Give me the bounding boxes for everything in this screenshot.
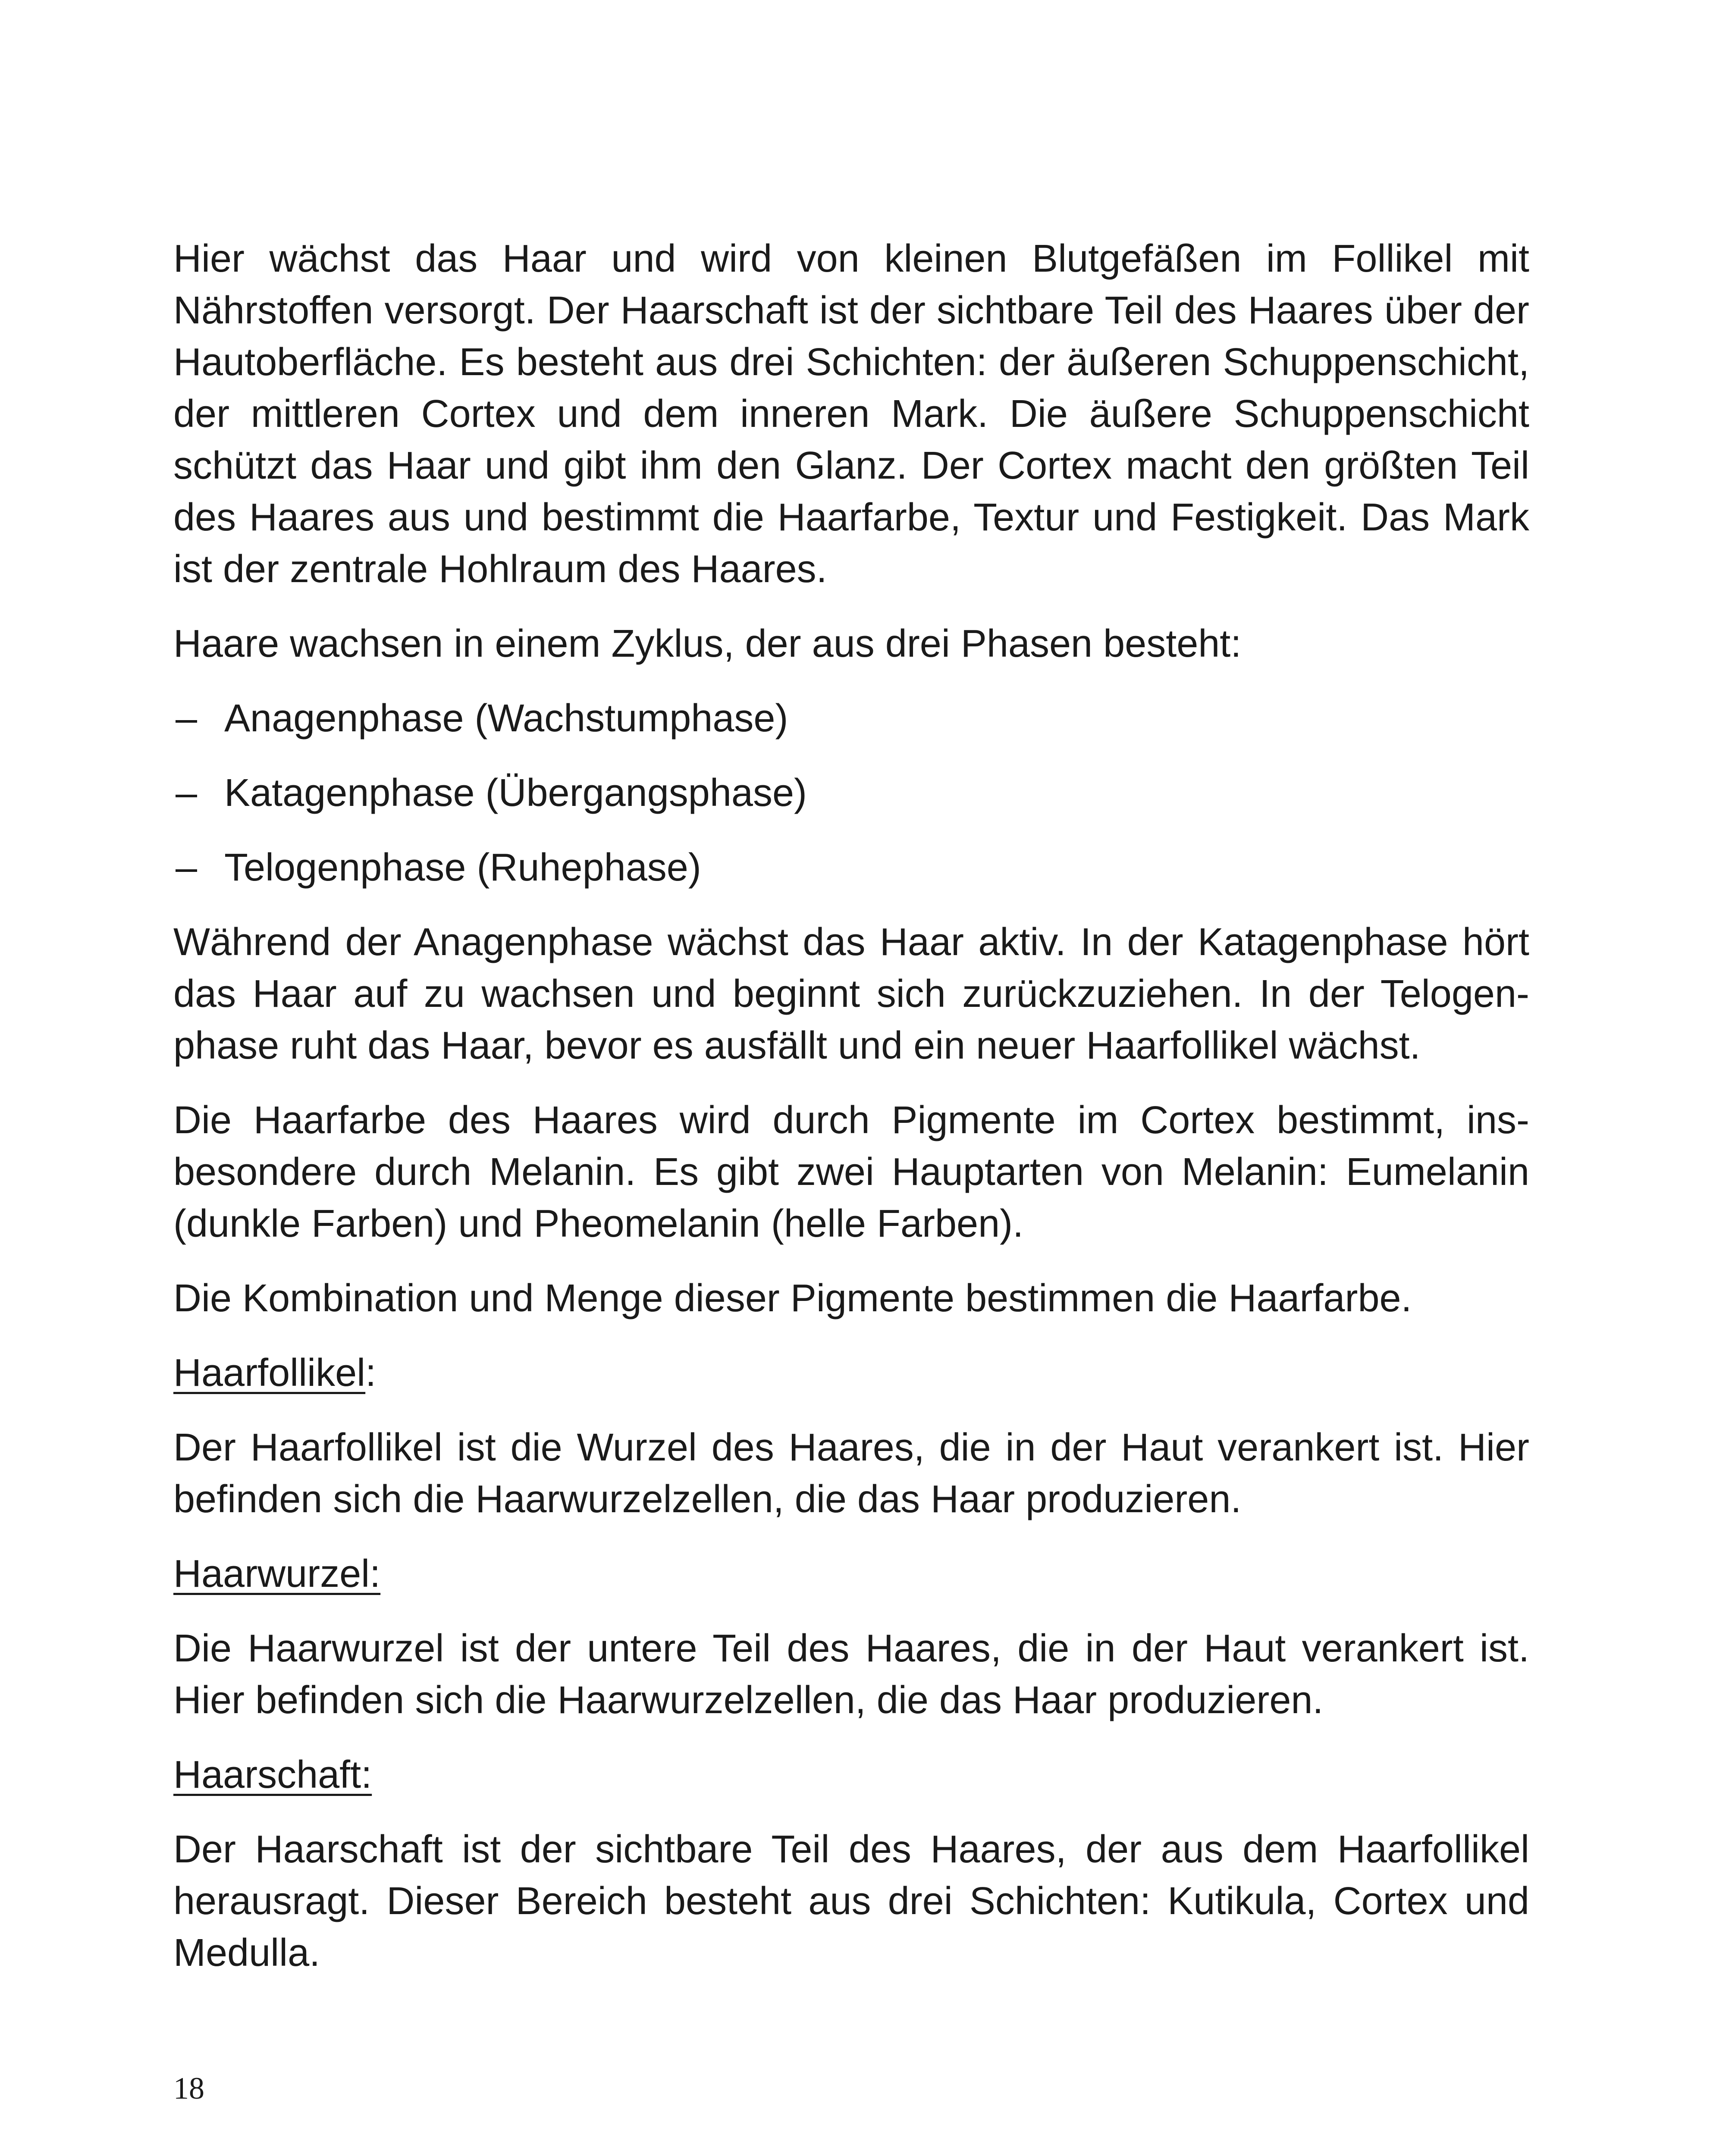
section-heading-haarfollikel xyxy=(173,1347,1529,1399)
section-heading-text: Haarfollikel xyxy=(173,1351,366,1395)
list-item-label: Katagenphase (Übergangsphase) xyxy=(224,771,807,815)
section-heading-haarschaft xyxy=(173,1749,1529,1801)
paragraph-haarwurzel: Die Haarwurzel ist der untere Teil des Haares, die in der Haut verankert ist. Hier befinden sich die Haarwurzelzellen, die das Haar produzieren. xyxy=(173,1627,1529,1722)
section-heading-haarwurzel xyxy=(173,1548,1529,1600)
section-heading-text: Haarwurzel: xyxy=(173,1552,381,1595)
list-item-label: Telogenphase (Ruhephase) xyxy=(224,846,701,889)
list-item-anagen xyxy=(173,693,1529,744)
paragraph-pigment-combination: Die Kombination und Menge dieser Pigmente bestimmen die Haarfarbe. xyxy=(173,1277,1412,1320)
paragraph-phase-description: Während der Anagenphase wächst das Haar aktiv. In der Katagenphase hört das Haar auf zu wachsen und beginnt sich zurückzuziehen. In der Telogenphase ruht das Haar, bevor es ausfällt und ein neuer Haarfollikel wächst. xyxy=(173,921,1529,1067)
section-heading-text: Haarschaft: xyxy=(173,1753,372,1796)
section-heading-colon: : xyxy=(365,1351,377,1395)
growth-phase-list xyxy=(173,693,1529,893)
list-item-telogen xyxy=(173,842,1529,893)
paragraph-haarschaft: Der Haarschaft ist der sichtbare Teil des Haares, der aus dem Haarfollikel herausragt. Dieser Bereich besteht aus drei Schichten: Kutikula, Cortex und Medulla. xyxy=(173,1828,1529,1974)
dash-bullet: – xyxy=(176,771,198,815)
paragraph-hair-color: Die Haarfarbe des Haares wird durch Pigmente im Cortex bestimmt, insbesondere durch Melanin. Es gibt zwei Hauptarten von Melanin: Eumelanin (dunkle Farben) und Pheomelanin (helle Farben). xyxy=(173,1099,1529,1245)
page-number: 18 xyxy=(173,2071,204,2106)
dash-bullet: – xyxy=(176,697,198,740)
paragraph-haarfollikel: Der Haarfollikel ist die Wurzel des Haares, die in der Haut verankert ist. Hier befinden sich die Haarwurzelzellen, die das Haar produzieren. xyxy=(173,1426,1529,1521)
page-body xyxy=(173,233,1529,2002)
list-item-label: Anagenphase (Wachstumphase) xyxy=(224,697,788,740)
list-item-katagen xyxy=(173,767,1529,819)
dash-bullet: – xyxy=(176,846,198,889)
paragraph-growth-cycle-intro: Haare wachsen in einem Zyklus, der aus drei Phasen besteht: xyxy=(173,622,1242,665)
paragraph-hair-structure: Hier wächst das Haar und wird von kleinen Blutgefäßen im Follikel mit Nährstoffen versorgt. Der Haarschaft ist der sichtbare Teil des Haares über der Hautoberfläche. Es besteht aus drei Schichten: der äußeren Schuppenschicht, der mittleren Cortex und dem inneren Mark. Die äußere Schuppenschicht schützt das Haar und gibt ihm den Glanz. Der Cortex macht den größten Teil des Haares aus und bestimmt die Haarfarbe, Textur und Festigkeit. Das Mark ist der zentrale Hohlraum des Haares. xyxy=(173,237,1529,591)
